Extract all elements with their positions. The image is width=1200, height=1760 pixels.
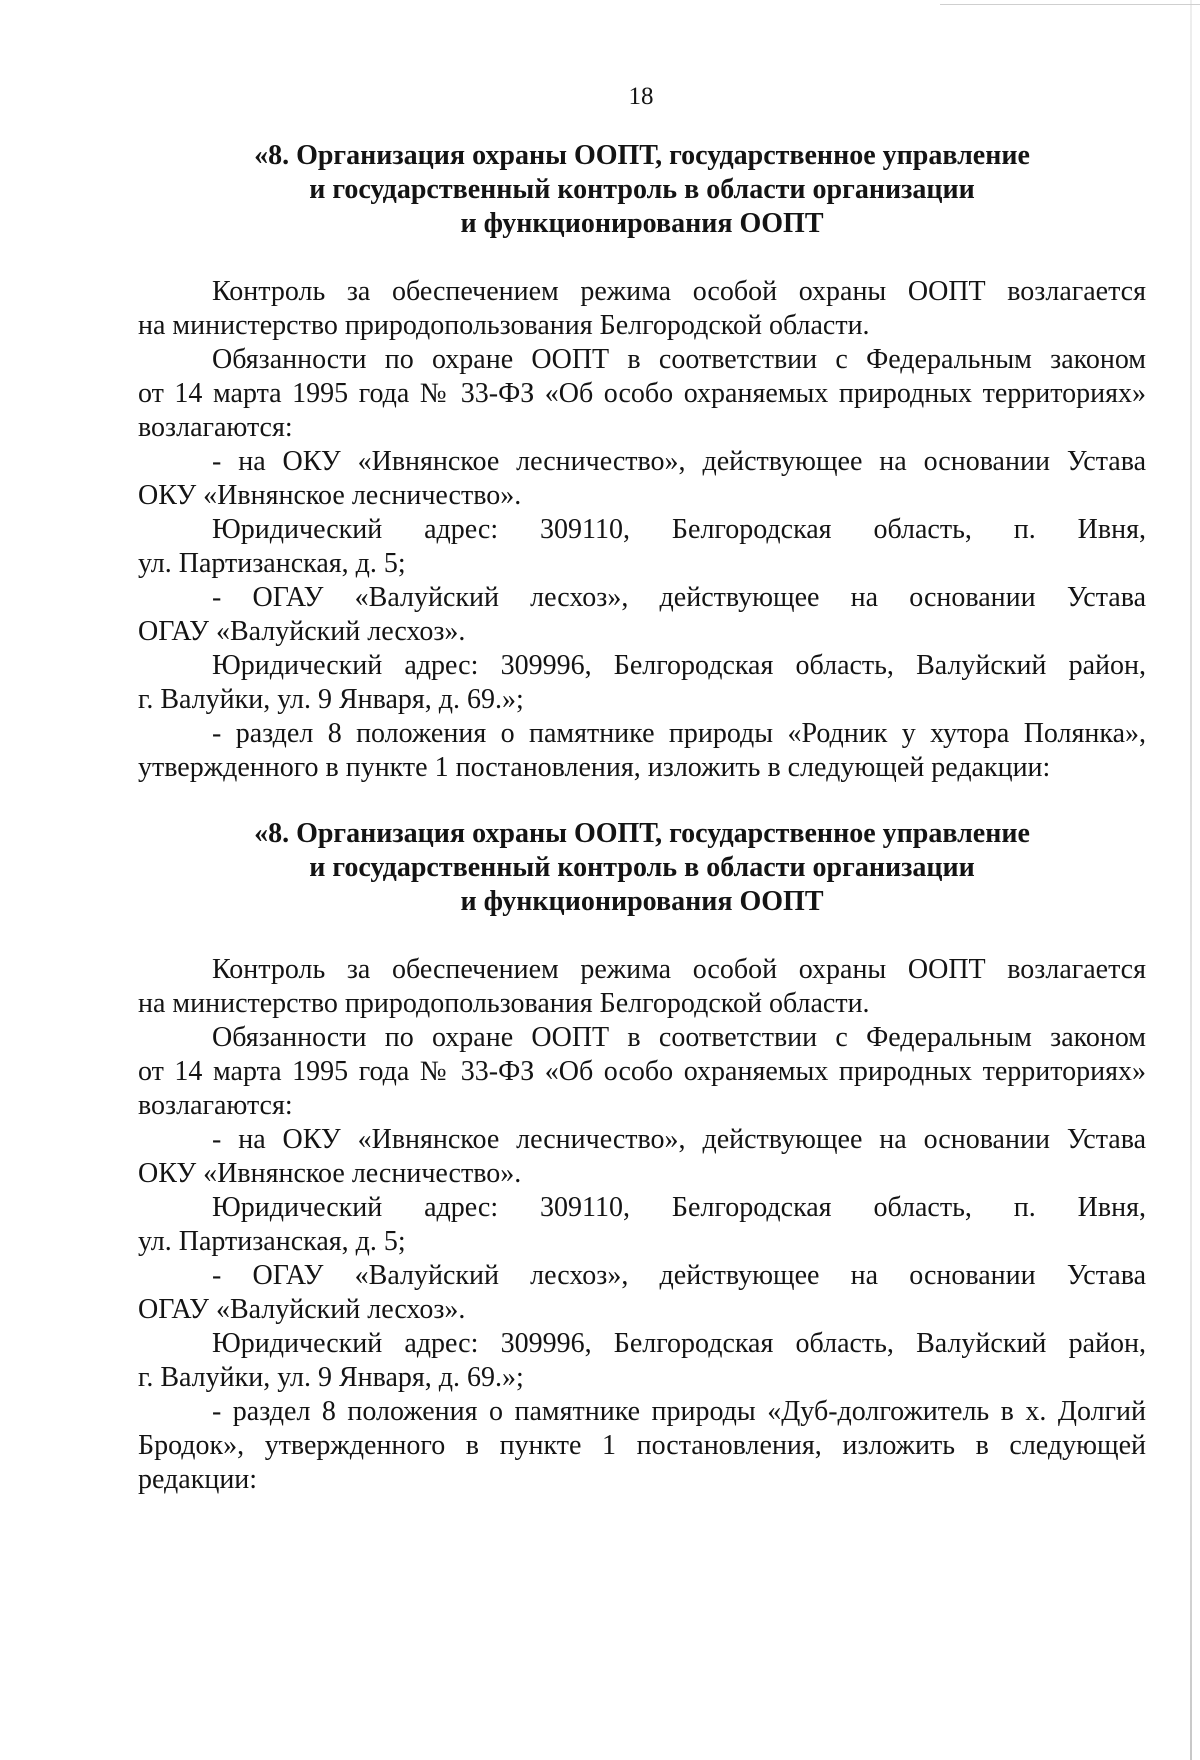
paragraph-line: Юридический адрес: 309996, Белгородская область, Валуйский район, (212, 650, 1146, 681)
paragraph-line: - раздел 8 положения о памятнике природы «Родник у хутора Полянка», (212, 718, 1146, 749)
paragraph-line: - ОГАУ «Валуйский лесхоз», действующее на основании Устава (212, 1260, 1146, 1291)
paragraph-line: ОГАУ «Валуйский лесхоз». (138, 1294, 466, 1325)
paragraph-line: г. Валуйки, ул. 9 Января, д. 69.»; (138, 1362, 524, 1393)
scan-edge (1190, 0, 1192, 1760)
heading-line: и государственный контроль в области организации (309, 174, 975, 205)
paragraph-line: ОГАУ «Валуйский лесхоз». (138, 616, 466, 647)
paragraph-line: на министерство природопользования Белгородской области. (138, 310, 870, 341)
heading-line: «8. Организация охраны ООПТ, государственное управление (254, 818, 1030, 849)
heading-line: и функционирования ООПТ (460, 208, 824, 239)
paragraph-line: Обязанности по охране ООПТ в соответствии с Федеральным законом (212, 344, 1146, 375)
page-number: 18 (628, 83, 654, 110)
paragraph-line: возлагаются: (138, 1090, 293, 1121)
paragraph-line: - на ОКУ «Ивнянское лесничество», действующее на основании Устава (212, 446, 1146, 477)
paragraph-line: - раздел 8 положения о памятнике природы «Дуб-долгожитель в х. Долгий (212, 1396, 1146, 1427)
paragraph-line: ОКУ «Ивнянское лесничество». (138, 480, 522, 511)
paragraph-line: - ОГАУ «Валуйский лесхоз», действующее на основании Устава (212, 582, 1146, 613)
paragraph-line: утвержденного в пункте 1 постановления, изложить в следующей редакции: (138, 752, 1051, 783)
paragraph-line: от 14 марта 1995 года № 33-ФЗ «Об особо охраняемых природных территориях» (138, 1056, 1146, 1087)
paragraph-line: Бродок», утвержденного в пункте 1 постановления, изложить в следующей (138, 1430, 1146, 1461)
scan-edge-top (940, 4, 1200, 5)
paragraph-line: возлагаются: (138, 412, 293, 443)
heading-line: и государственный контроль в области организации (309, 852, 975, 883)
paragraph-line: Юридический адрес: 309996, Белгородская область, Валуйский район, (212, 1328, 1146, 1359)
heading-line: «8. Организация охраны ООПТ, государственное управление (254, 140, 1030, 171)
paragraph-line: г. Валуйки, ул. 9 Января, д. 69.»; (138, 684, 524, 715)
paragraph-line: ул. Партизанская, д. 5; (138, 1226, 406, 1257)
paragraph-line: Юридический адрес: 309110, Белгородская область, п. Ивня, (212, 514, 1146, 545)
paragraph-line: - на ОКУ «Ивнянское лесничество», действующее на основании Устава (212, 1124, 1146, 1155)
section-heading-1 (138, 139, 1146, 241)
paragraph-line: ОКУ «Ивнянское лесничество». (138, 1158, 522, 1189)
paragraph-line: от 14 марта 1995 года № 33-ФЗ «Об особо охраняемых природных территориях» (138, 378, 1146, 409)
paragraph-line: редакции: (138, 1464, 258, 1495)
paragraph-line: на министерство природопользования Белгородской области. (138, 988, 870, 1019)
section-heading-2 (138, 817, 1146, 919)
paragraph-line: Контроль за обеспечением режима особой охраны ООПТ возлагается (212, 276, 1146, 307)
heading-line: и функционирования ООПТ (460, 886, 824, 917)
paragraph-line: Контроль за обеспечением режима особой охраны ООПТ возлагается (212, 954, 1146, 985)
paragraph-line: Юридический адрес: 309110, Белгородская область, п. Ивня, (212, 1192, 1146, 1223)
paragraph-line: ул. Партизанская, д. 5; (138, 548, 406, 579)
paragraph-line: Обязанности по охране ООПТ в соответствии с Федеральным законом (212, 1022, 1146, 1053)
